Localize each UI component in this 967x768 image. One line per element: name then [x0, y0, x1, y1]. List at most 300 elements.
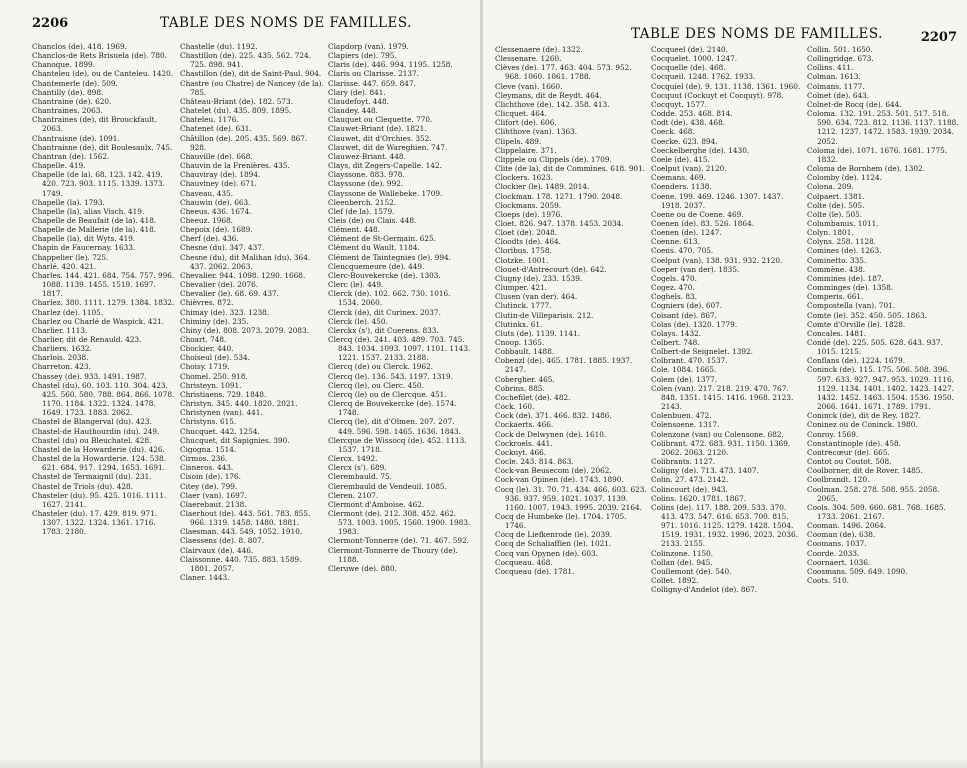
index-entry: Cocquiel (de). 9. 131. 1138. 1361. 1960. — [651, 81, 801, 91]
index-entry: Cooman. 1496. 2064. — [807, 521, 887, 531]
index-entry: Cochefilet (de). 482. — [495, 392, 571, 402]
index-entry: Clerck (le). 450. — [328, 316, 388, 326]
index-entry: Clerckx (s'), dit Cuerens. 833. — [328, 325, 439, 335]
index-entry: Comines (de). 1263. — [807, 246, 882, 256]
index-entry: Clerc (le). 449. — [328, 280, 384, 290]
index-entry: Chaveau. 435. — [180, 188, 234, 198]
index-entry: Cocqueil. 1248. 1762. 1933. — [651, 72, 756, 82]
index-entry: Columbanus. 1011. — [807, 218, 879, 228]
index-columns — [32, 42, 477, 582]
index-entry: Cocquelet. 1000. 1247. — [651, 54, 738, 64]
index-entry: Clippele ou Clippels (de). 1709. — [495, 154, 612, 164]
index-entry: Coligny (de). 713. 473. 1407. — [651, 466, 759, 476]
index-entry: Colem (de). 1377. — [651, 374, 718, 384]
index-entry: Charles. 144. 421. 684. 754. 757. 996. 1088. 1139. 1455. 1519. 1697. 1817. — [32, 270, 177, 299]
index-entry: Constantinople (de). 458. — [807, 438, 901, 448]
index-entry: Chapelle. 419. — [32, 161, 86, 171]
index-entry: Chatenet (de). 631. — [180, 124, 252, 134]
index-entry: Chockier. 440. — [180, 344, 234, 354]
index-entry: Cocqueau (de). 1781. — [495, 566, 575, 576]
index-entry: Chapin de Faucernay. 1633. — [32, 243, 136, 253]
index-entry: Cluts (de). 1139. 1141. — [495, 328, 581, 338]
index-entry: Cheeuz. 1968. — [180, 215, 233, 225]
index-entry: Clite (de la), dit de Commines. 618. 901. — [495, 164, 646, 174]
index-entry: Clercq (le). 136. 543. 1197. 1319. — [328, 371, 454, 381]
index-entry: Clicquet. 464. — [495, 109, 547, 119]
page-shadow — [483, 758, 967, 768]
index-entry: Chapelle (la), dit Wyts. 419. — [32, 234, 136, 244]
index-entry: Coeper (van der). 1835. — [651, 264, 740, 274]
index-entry: Clercq (le), ou Clerc. 450. — [328, 380, 424, 390]
index-entry: Cnoop. 1365. — [495, 338, 545, 347]
index-entry: Chapelle de Beaufait (de la). 418. — [32, 215, 157, 225]
index-entry: Clugny (de). 233. 1539. — [495, 273, 583, 283]
index-entry: Coisant (de). 867. — [651, 310, 717, 320]
index-entry: Clotzke. 1001. — [495, 255, 549, 265]
index-entry: Christynen (van). 441. — [180, 408, 263, 418]
index-entry: Chauviney (de). 671. — [180, 179, 257, 189]
index-entry: Colays. 1432. — [651, 328, 702, 338]
index-entry: Coloma de Bornhem (de). 1302. — [807, 164, 926, 174]
index-entry: Clencquemeure (de). 449. — [328, 261, 425, 271]
index-entry: Colman. 1613. — [807, 72, 861, 82]
index-entry: Cleymans, dit de Reydt. 464. — [495, 90, 602, 100]
index-entry: Coninck (de). 115. 175. 506. 508. 396. 597. 633. 927. 947. 953. 1029. 1116. 1129. 1134. 1401. 1402. 1423. 1427. 1432. 1452. 1463. 1504. 1536. 1950. 2066. 1641. 1671. 1789. 1791. — [807, 365, 957, 412]
index-entry: Clihthove (van). 1363. — [495, 127, 578, 137]
index-entry: Clutinck. 1777. — [495, 301, 552, 311]
index-entry: Cleenberch. 2152. — [328, 197, 397, 207]
left-page — [0, 0, 480, 768]
index-entry: Clément de St-Germain. 625. — [328, 234, 436, 244]
index-entry: Chatelet (du). 435. 809. 1895. — [180, 106, 292, 116]
index-entry: Chevalier (le). 68. 69. 437. — [180, 289, 279, 299]
index-entry: Chasteler (du). 95. 425. 1016. 1111. 1627. 2141. — [32, 490, 169, 509]
index-entry: Clutin-de Villeparisis. 212. — [495, 310, 594, 320]
index-entry: Charlez. 380. 1111. 1279. 1384. 1832. — [32, 298, 175, 308]
index-entry: Coecke. 623. 894. — [651, 136, 718, 146]
index-entry: Clef (de la). 1579. — [328, 206, 395, 216]
index-entry: Cools. 304. 509. 660. 681. 768. 1685. 1733. 2061. 2167. — [807, 502, 949, 521]
index-entry: Coeck. 468. — [651, 127, 695, 137]
index-entry: Colins. 1620. 1781. 1867. — [651, 493, 747, 503]
index-entry: Chastillon (de). 225. 435. 562. 724. 725. 898. 941. — [180, 51, 314, 70]
index-entry: Clerck (de). 102. 662. 730. 1016. 1534. 2060. — [328, 289, 453, 308]
index-entry: Chastel (du). 60. 103. 110. 304. 423. 425. 560. 580. 788. 864. 866. 1078. 1170. 1184. 1322. 1324. 1478. 1649. 1723. 1883. 2062. — [32, 380, 177, 418]
index-entry: Clippelaire. 371. — [495, 145, 557, 155]
index-entry: Clauwet, dit de Wareghien. 747. — [328, 142, 448, 152]
index-column — [807, 45, 963, 594]
index-entry: Clusen (van der). 464. — [495, 292, 578, 302]
index-entry: Chappelier (le). 725. — [32, 252, 109, 262]
page-shadow — [0, 758, 480, 768]
index-entry: Colomby (de). 1124. — [807, 173, 882, 183]
index-entry: Cocq (le). 31. 70. 71. 434. 466. 603. 623. 936. 937. 959. 1021. 1037. 1139. 1160. 1007. 1943. 1995. 2039. 2164. — [495, 484, 650, 512]
index-entry: Cobergher. 465. — [495, 374, 555, 384]
index-entry: Cocq de Liefkenrode (le). 2039. — [495, 530, 613, 540]
index-entry: Clercq (de) ou Clerck. 1962. — [328, 362, 433, 372]
index-entry: Clayssone de Wallebeke. 1709. — [328, 188, 443, 198]
index-entry: Cole. 1084. 1665. — [651, 365, 717, 375]
index-entry: Collingridge. 673. — [807, 54, 874, 64]
index-entry: Chastel (du) ou Bleuchatel. 428. — [32, 435, 152, 445]
index-entry: Cock de Delwynen (de). 1610. — [495, 429, 607, 439]
index-entry: Claer (van). 1697. — [180, 490, 247, 500]
index-entry: Claerhout (de). 443. 561. 783. 855. 966. 1319. 1458. 1480. 1881. — [180, 508, 313, 528]
index-entry: Clercq (de). 241. 403. 489. 703. 745. 843. 1034. 1093. 1097. 1101. 1143. 1221. 1537. 2133. 2188. — [328, 335, 473, 363]
index-entry: Chantran (de). 1562. — [32, 151, 110, 161]
index-entry: Cocq van Opynen (de). 603. — [495, 548, 598, 558]
index-entry: Claesman. 443. 549. 1052. 1910. — [180, 527, 303, 537]
right-page — [483, 0, 967, 768]
index-entry: Coorde. 2033. — [807, 548, 860, 558]
index-entry: Clockier (le). 1489. 2014. — [495, 182, 590, 192]
index-entry: Chastel de la Howarderie (du). 426. — [32, 444, 165, 454]
index-entry: Clockmans. 2059. — [495, 200, 562, 210]
index-entry: Chantraisne (de). 1091. — [32, 133, 120, 143]
index-entry: Chapelle (la), alias Visch. 419. — [32, 206, 145, 216]
index-column — [328, 42, 476, 582]
index-entry: Cocq de Humbeke (le). 1704. 1705. 1746. — [495, 511, 629, 531]
index-entry: Cock. 160. — [495, 402, 535, 412]
index-entry: Colbert. 748. — [651, 338, 700, 347]
index-entry: Clapiers (de). 795. — [328, 51, 397, 61]
index-entry: Cloet (de). 2048. — [495, 228, 558, 238]
index-entry: Clays, dit Zegers-Capelle. 142. — [328, 161, 442, 171]
index-entry: Colas (de). 1320. 1779. — [651, 319, 738, 329]
index-entry: Chantraines. 2063. — [32, 106, 103, 116]
index-entry: Charlez ou Charlé de Waspick. 421. — [32, 316, 165, 326]
index-entry: Choart. 748. — [180, 335, 227, 344]
index-entry: Cloet. 826. 947. 1378. 1453. 2034. — [495, 218, 624, 228]
index-entry: Condé (de). 225. 505. 628. 643. 937. 1015. 1215. — [807, 338, 946, 357]
index-entry: Coelput (van). 2120. — [651, 164, 727, 174]
index-entry: Colins (de). 117. 188. 209. 533. 370. 413. 473. 547. 616. 653. 700. 815. 971. 1016. 1125. 1279. 1428. 1504. 1519. 1931. 1932. 1996. 2023. 2036. 2133. 2155. — [651, 502, 801, 549]
index-entry: Commène. 438. — [807, 264, 866, 274]
index-entry: Claner. 1443. — [180, 573, 230, 583]
index-entry: Cocle. 243. 814. 863. — [495, 457, 574, 467]
index-column — [32, 42, 180, 582]
index-entry: Collet. 1892. — [651, 576, 699, 586]
index-entry: Clerembauld. 75. — [328, 472, 392, 482]
index-entry: Cock-van Opinen (de). 1743. 1890. — [495, 475, 624, 485]
index-entry: Chepoix (de). 1689. — [180, 225, 253, 235]
index-entry: Château-Briant (de). 182. 573. — [180, 96, 294, 106]
index-entry: Conroy. 1569. — [807, 429, 859, 439]
index-entry: Chièvres. 872. — [180, 298, 234, 308]
index-entry: Coullemont (de). 540. — [651, 566, 732, 576]
index-entry: Commines (de). 187. — [807, 273, 884, 283]
index-entry: Cleis (de) ou Clais. 448. — [328, 215, 417, 225]
index-entry: Clermont (de). 212. 308. 452. 462. 573. 1003. 1005. 1560. 1900. 1983. 1983. — [328, 508, 473, 537]
index-entry: Claudey. 448. — [328, 106, 378, 116]
index-entry: Colbert-de Seignelet. 1392. — [651, 347, 753, 357]
index-entry: Colnet (de). 643. — [807, 90, 870, 100]
index-entry: Clauquet ou Clequette. 770. — [328, 115, 433, 125]
index-entry: Christiaens. 729. 1848. — [180, 389, 267, 399]
index-entry: Coenen (de). 83. 526. 1864. — [651, 218, 755, 228]
index-entry: Chantilly (de). 898. — [32, 87, 104, 97]
index-entry: Coolborner, dit de Rover. 1485. — [807, 466, 923, 476]
index-entry: Coomans. 1037. — [807, 539, 867, 549]
index-entry: Colbrant. 470. 1537. — [651, 356, 728, 366]
index-entry: Clermont-Tonnerre de Thoury (de). 1188. — [328, 545, 461, 564]
index-column — [651, 45, 807, 594]
index-entry: Clichthove (de). 142. 358. 413. — [495, 99, 610, 109]
index-entry: Cock-van Beusecom (de). 2062. — [495, 466, 612, 476]
index-entry: Clercq (le) ou de Clercque. 451. — [328, 389, 447, 399]
index-entry: Cock (de). 371. 466. 832. 1486. — [495, 411, 612, 421]
index-entry: Colenzone (van) ou Colensone. 682. — [651, 429, 784, 439]
index-entry: Chevalier (de). 2076. — [180, 280, 259, 290]
index-entry: Collin. 501. 1650. — [807, 45, 873, 54]
index-entry: Chastre (ou Chatre) de Nancey (de la). 785. — [180, 78, 327, 97]
index-entry: Chastel de Blangerval (du). 423. — [32, 417, 152, 427]
index-column — [495, 45, 651, 594]
page-title: TABLE DES NOMS DE FAMILLES. — [631, 26, 883, 42]
page-number: 2207 — [920, 30, 957, 45]
index-entry: Cogels. 470. — [651, 273, 697, 283]
index-entry: Clément du Wault. 1184. — [328, 243, 420, 253]
index-entry: Clauwez-Briant. 448. — [328, 151, 406, 161]
index-entry: Choiseul (de). 534. — [180, 353, 250, 363]
index-entry: Cigogna. 1514. — [180, 444, 237, 454]
index-entry: Clouet-d'Antrecourt (de). 642. — [495, 264, 607, 274]
index-entry: Clercx (s'). 689. — [328, 463, 387, 473]
index-entry: Colte (le). 505. — [807, 209, 863, 219]
index-entry: Coots. 510. — [807, 576, 849, 586]
index-entry: Conflans (de). 1224. 1679. — [807, 356, 906, 366]
index-entry: Charlé. 420. 421. — [32, 261, 97, 271]
index-entry: Clumper. 421. — [495, 283, 548, 293]
index-entry: Chapelle (la). 1793. — [32, 197, 105, 207]
index-entry: Contot ou Coutot. 508. — [807, 457, 892, 467]
index-entry: Codt (de). 438. 468. — [651, 118, 726, 128]
index-entry: Coninez ou de Coninck. 1980. — [807, 420, 918, 430]
index-entry: Colte (de). 505. — [807, 200, 865, 210]
index-entry: Colibrant. 472. 683. 931. 1150. 1369. 2062. 2063. 2120. — [651, 438, 793, 457]
index-entry: Clauwet-Briant (de). 1821. — [328, 124, 427, 134]
index-entry: Cocquut (Cockuyt et Cocquyt). 978. — [651, 90, 784, 100]
index-entry: Claessens (de). 8. 807. — [180, 536, 265, 546]
index-entry: Citey (de). 799. — [180, 481, 238, 491]
index-entry: Clercq (le), dit d'Olmen. 207. 207. 449. 596. 598. 1465. 1636. 1843. — [328, 417, 462, 436]
index-entry: Colinzone. 1150. — [651, 548, 714, 558]
index-entry: Chesne (du), dit Malihan (du). 364. 437. 2062. 2063. — [180, 252, 313, 271]
index-entry: Cockroels. 441. — [495, 438, 553, 448]
index-entry: Clairvaux (de). 446. — [180, 545, 254, 555]
index-entry: Chomel. 250. 918. — [180, 371, 248, 381]
index-entry: Cloeps (de). 1976. — [495, 209, 563, 219]
index-entry: Cleruwe (de). 880. — [328, 563, 397, 573]
index-entry: Colligny-d'Andelot (de). 867. — [651, 585, 758, 595]
index-entry: Clément de Taintegnies (le). 994. — [328, 252, 451, 262]
index-entry: Cisneros. 443. — [180, 463, 234, 473]
index-entry: Cobenzl (de). 465. 1781. 1885. 1937. 2147. — [495, 356, 635, 375]
index-entry: Coloma. 132. 191. 253. 501. 517. 518. 590. 634. 723. 812. 1136. 1137. 1188. 1212. 1237. 1472. 1583. 1939. 2034. 2052. — [807, 109, 961, 146]
index-entry: Coninck (de), dit de Rey. 1827. — [807, 411, 921, 421]
index-entry: Claerebaut. 2138. — [180, 499, 247, 509]
index-entry: Clifort (de). 606. — [495, 118, 557, 128]
index-entry: Chastel de la Howarderie. 124. 538. 621. 684. 917. 1294. 1653. 1691. — [32, 454, 169, 473]
index-entry: Chanoque. 1899. — [32, 60, 95, 70]
index-entry: Cobrins. 885. — [495, 383, 545, 393]
index-entry: Chateleu. 1176. — [180, 115, 239, 125]
index-entry: Chapelle (de la). 68. 123. 142. 419. 420. 723. 903. 1115. 1339. 1373. 1749. — [32, 170, 168, 198]
index-entry: Cloribus. 1758. — [495, 246, 552, 256]
index-entry: Cockaerts. 466. — [495, 420, 554, 430]
index-entry: Coenders. 1138. — [651, 182, 712, 192]
index-entry: Colincourt (de). 943. — [651, 484, 728, 494]
index-entry: Coene ou de Coene. 469. — [651, 209, 744, 219]
index-entry: Clayssone. 883. 978. — [328, 170, 405, 180]
index-entry: Coens. 470. 705. — [651, 246, 714, 256]
index-entry: Coenen (de). 1247. — [651, 228, 722, 238]
index-entry: Collins. 411. — [807, 63, 854, 73]
index-entry: Chucquet. 442. 1254. — [180, 426, 260, 436]
index-entry: Cocq de Schaliaffien (le). 1021. — [495, 539, 612, 549]
index-entry: Cocquyt. 1577. — [651, 99, 708, 109]
index-entry: Cogez. 470. — [651, 283, 695, 293]
index-entry: Clercq de Bouvekercke (de). 1574. 1748. — [328, 399, 459, 418]
index-entry: Chastel de Termaignil (du). 231. — [32, 472, 152, 482]
index-entry: Coosmans. 509. 649. 1090. — [807, 566, 908, 576]
index-entry: Cheeus. 436. 1674. — [180, 206, 252, 216]
index-entry: Colmans. 1177. — [807, 81, 865, 91]
index-entry: Coornaert. 1036. — [807, 557, 871, 567]
index-entry: Clipels. 489. — [495, 136, 542, 146]
index-entry: Cominetto. 335. — [807, 255, 867, 265]
index-entry: Chassey (de). 933. 1491. 1987. — [32, 371, 147, 381]
index-entry: Cleve (van). 1660. — [495, 81, 563, 91]
index-entry: Coolbrandt. 120. — [807, 475, 870, 485]
index-entry: Chapelle de Mallerie (de la). 418. — [32, 225, 157, 235]
index-entry: Clermont d'Amboise. 462. — [328, 499, 425, 509]
index-entry: Coenne. 613. — [651, 237, 700, 247]
index-entry: Colyns. 258. 1128. — [807, 237, 876, 247]
index-entry: Comperis. 661. — [807, 292, 864, 302]
index-entry: Colyn. 1801. — [807, 228, 854, 238]
index-entry: Cleren. 2107. — [328, 490, 379, 500]
index-columns — [495, 45, 965, 594]
index-entry: Colnet-de Rocq (de). 644. — [807, 99, 902, 109]
index-entry: Claudefoyt. 448. — [328, 96, 389, 106]
index-entry: Collan (de). 945. — [651, 557, 713, 567]
index-entry: Chantraine (de). 620. — [32, 96, 112, 106]
index-entry: Compostella (van). 701. — [807, 301, 896, 311]
index-entry: Comte d'Orville (le). 1828. — [807, 319, 906, 329]
index-entry: Charreton. 423. — [32, 362, 91, 372]
index-entry: Colenbuen. 472. — [651, 411, 712, 421]
index-entry: Colpaert. 1381. — [807, 191, 865, 201]
index-entry: Clauwet, dit d'Orchies. 352. — [328, 133, 432, 143]
index-entry: Chastillon (de), dit de Saint-Paul. 904. — [180, 69, 322, 79]
index-entry: Chevalier. 944. 1098. 1290. 1668. — [180, 270, 306, 280]
index-entry: Chauvin de la Frenières. 435. — [180, 161, 290, 171]
index-entry: Cobbault. 1488. — [495, 347, 555, 357]
index-entry: Charlez (de). 1105. — [32, 307, 104, 317]
index-entry: Chastel de Triols (du). 428. — [32, 481, 134, 491]
index-entry: Coeckelberghe (de). 1430. — [651, 145, 750, 155]
index-entry: Chauville (de). 668. — [180, 151, 253, 161]
index-entry: Coloma (de). 1071. 1676. 1681. 1775. 1832. — [807, 145, 950, 164]
index-entry: Clockman. 178. 1271. 1790. 2048. — [495, 191, 623, 201]
index-entry: Comte (le). 352. 450. 505. 1863. — [807, 310, 928, 320]
index-entry: Comminges (de). 1358. — [807, 283, 894, 293]
index-entry: Clary (de). 841. — [328, 87, 386, 97]
index-entry: Codde. 253. 468. 814. — [651, 109, 733, 119]
index-column — [180, 42, 328, 582]
index-entry: Clèves (de). 177. 463. 404. 573. 952. 968. 1060. 1061. 1788. — [495, 63, 634, 82]
index-entry: Christyn. 345. 440. 1820. 2021. — [180, 399, 298, 409]
index-entry: Claris (de). 446. 994. 1195. 1258. — [328, 60, 453, 70]
index-entry: Chauwin (de). 663. — [180, 197, 251, 207]
index-entry: Chiminy (de). 235. — [180, 316, 249, 326]
index-entry: Concales. 1481. — [807, 328, 867, 338]
index-entry: Châtillon (de). 205. 435. 569. 867. 928. — [180, 133, 310, 152]
index-entry: Cockuyt. 466. — [495, 447, 547, 457]
index-entry: Cocqueel (de). 2140. — [651, 45, 728, 54]
index-entry: Coene. 199. 469. 1246. 1307. 1437. 1918. 2037. — [651, 191, 786, 210]
index-entry: Chantemerle (de). 509. — [32, 78, 118, 88]
index-entry: Chantraisne (de), dit Boulesaulx. 745. — [32, 142, 173, 152]
index-entry: Clarisse. 447. 659. 847. — [328, 78, 416, 88]
index-entry: Christeyn. 1091. — [180, 380, 242, 390]
index-entry: Clercx. 1492. — [328, 454, 378, 464]
index-entry: Christyns. 615. — [180, 417, 237, 427]
index-entry: Cocquelle (de). 468. — [651, 63, 726, 73]
index-entry: Clapdorp (van). 1979. — [328, 42, 409, 51]
index-entry: Charlier. 1113. — [32, 325, 88, 335]
index-entry: Clercque de Wissocq (de). 452. 1113. 1537. 1718. — [328, 435, 469, 454]
index-entry: Colen (van). 217. 218. 219. 470. 767. 848. 1351. 1415. 1416. 1968. 2123. 2143. — [651, 383, 796, 412]
index-entry: Chanteleu (de), ou de Canteleu. 1420. — [32, 69, 174, 79]
index-entry: Claissonne. 440. 735. 883. 1589. 1801. 2057. — [180, 554, 304, 573]
index-entry: Chucquet, dit Sapignies. 390. — [180, 435, 290, 445]
index-entry: Coelput (van). 138. 931. 932. 2120. — [651, 255, 783, 265]
index-entry: Chiny (de). 808. 2073. 2079. 2083. — [180, 325, 309, 335]
index-entry: Coele (de). 415. — [651, 154, 710, 164]
index-entry: Cirmos. 236. — [180, 454, 228, 464]
index-entry: Cogniers (de). 607. — [651, 301, 723, 311]
index-entry: Clessenaere (de). 1322. — [495, 45, 583, 54]
index-entry: Charliers. 1632. — [32, 344, 92, 354]
index-entry: Chasteler (du). 17. 429. 819. 971. 1307. 1322. 1324. 1361. 1716. 1783. 2180. — [32, 508, 160, 537]
index-entry: Claris ou Clarisse. 2137. — [328, 69, 419, 79]
index-entry: Colensoene. 1317. — [651, 420, 720, 430]
index-entry: Chastel-de Hauthourdin (du). 249. — [32, 426, 160, 436]
index-entry: Colibrants. 1127. — [651, 457, 716, 467]
index-entry: Colona. 209. — [807, 182, 854, 192]
index-entry: Coemans. 469. — [651, 173, 706, 183]
index-entry: Cherf (de). 436. — [180, 234, 239, 244]
index-entry: Clayssone (de). 992. — [328, 179, 404, 189]
index-entry: Cooman (de). 638. — [807, 530, 876, 540]
page-number: 2206 — [32, 16, 69, 31]
index-entry: Choisy. 1719. — [180, 362, 230, 372]
index-entry: Chimay (de). 323. 1238. — [180, 307, 270, 317]
index-entry: Clerc-Bouvekercke (de). 1303. — [328, 270, 441, 280]
index-entry: Clockers. 1623. — [495, 173, 553, 183]
index-entry: Clessenare. 1260. — [495, 54, 562, 64]
index-entry: Colin. 27. 473. 2142. — [651, 475, 729, 485]
index-entry: Clutinkx. 61. — [495, 319, 543, 329]
index-entry: Chanclos (de). 418. 1969. — [32, 42, 127, 51]
index-entry: Charlier, dit de Renauld. 423. — [32, 335, 142, 344]
index-entry: Clermont-Tonnerre (de). 71. 467. 592. — [328, 536, 469, 546]
index-entry: Coghels. 83. — [651, 292, 697, 302]
index-entry: Clerck (de), dit Curinex. 2037. — [328, 307, 441, 317]
index-entry: Charlois. 2038. — [32, 353, 89, 363]
